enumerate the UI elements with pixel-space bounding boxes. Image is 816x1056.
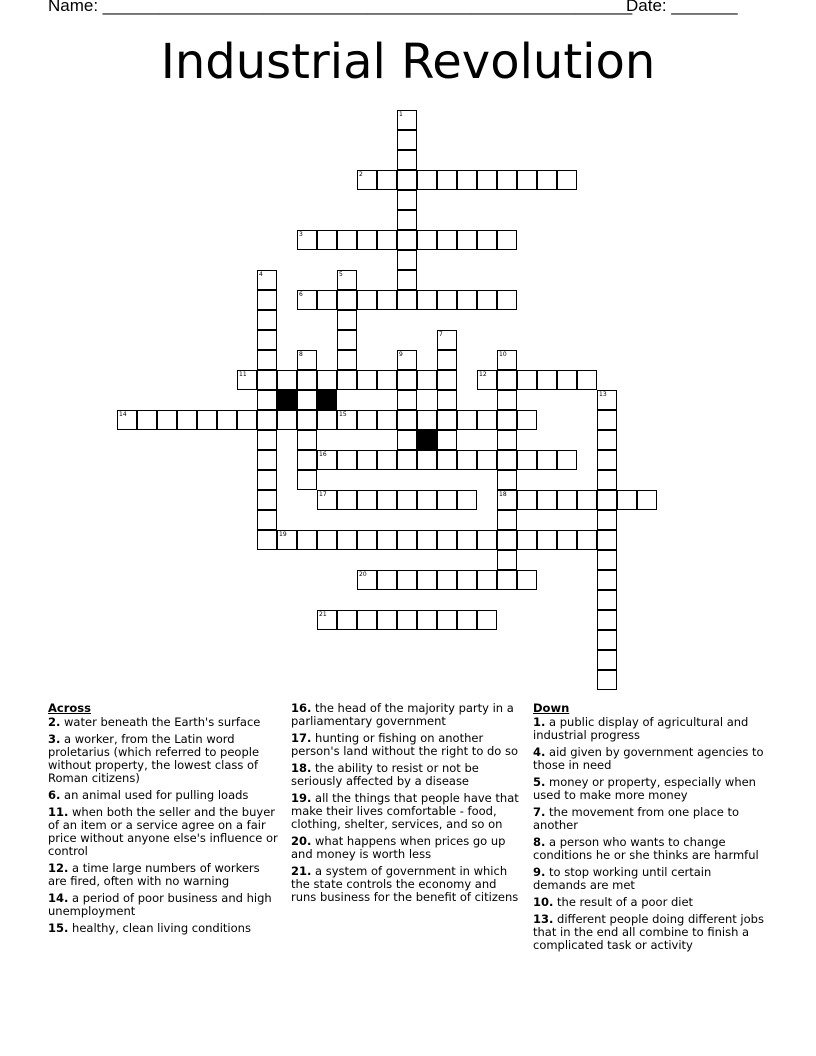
grid-cell[interactable]	[517, 490, 537, 510]
cell-number: 4	[259, 271, 263, 278]
cell-number: 20	[359, 571, 367, 578]
grid-cell[interactable]	[597, 610, 617, 630]
grid-cell[interactable]	[417, 290, 437, 310]
grid-cell[interactable]	[297, 470, 317, 490]
clue-item	[533, 746, 765, 772]
grid-cell[interactable]	[337, 350, 357, 370]
grid-cell[interactable]	[577, 490, 597, 510]
clue-text: what happens when prices go up and money is worth less	[291, 834, 506, 861]
grid-cell[interactable]	[597, 590, 617, 610]
grid-cell[interactable]	[257, 470, 277, 490]
grid-cell[interactable]	[377, 410, 397, 430]
grid-cell[interactable]	[297, 370, 317, 390]
grid-cell[interactable]	[117, 410, 137, 430]
grid-cell[interactable]	[577, 370, 597, 390]
grid-cell[interactable]	[437, 350, 457, 370]
grid-cell[interactable]	[397, 490, 417, 510]
across-clues-col2	[291, 702, 523, 908]
grid-cell[interactable]	[357, 450, 377, 470]
grid-cell[interactable]	[317, 450, 337, 470]
grid-cell[interactable]	[237, 370, 257, 390]
grid-cell[interactable]	[397, 230, 417, 250]
grid-cell[interactable]	[417, 570, 437, 590]
cell-number: 5	[339, 271, 343, 278]
grid-cell[interactable]	[277, 530, 297, 550]
cell-number: 15	[339, 411, 347, 418]
grid-cell[interactable]	[437, 570, 457, 590]
grid-cell[interactable]	[437, 330, 457, 350]
grid-cell[interactable]	[377, 530, 397, 550]
grid-cell[interactable]	[537, 170, 557, 190]
grid-cell[interactable]	[457, 490, 477, 510]
cell-number: 3	[299, 231, 303, 238]
clue-text: healthy, clean living conditions	[68, 921, 251, 935]
grid-cell[interactable]	[257, 530, 277, 550]
grid-cell[interactable]	[597, 570, 617, 590]
grid-cell[interactable]	[297, 290, 317, 310]
grid-cell[interactable]	[437, 530, 457, 550]
grid-cell[interactable]	[597, 470, 617, 490]
grid-cell[interactable]	[317, 490, 337, 510]
grid-cell[interactable]	[417, 490, 437, 510]
clue-item	[533, 806, 765, 832]
grid-cell[interactable]	[417, 410, 437, 430]
clue-number: 12.	[48, 861, 69, 875]
clue-item	[48, 789, 280, 802]
clue-number: 1.	[533, 715, 546, 729]
grid-cell[interactable]	[337, 230, 357, 250]
grid-cell[interactable]	[417, 610, 437, 630]
grid-cell[interactable]	[317, 610, 337, 630]
grid-cell[interactable]	[457, 570, 477, 590]
grid-cell[interactable]	[397, 190, 417, 210]
cell-number: 17	[319, 491, 327, 498]
grid-cell[interactable]	[517, 410, 537, 430]
grid-cell[interactable]	[317, 370, 337, 390]
grid-cell[interactable]	[477, 530, 497, 550]
clue-item	[48, 862, 280, 888]
grid-cell[interactable]	[517, 570, 537, 590]
grid-cell[interactable]	[297, 450, 317, 470]
clue-text: a person who wants to change conditions he or she thinks are harmful	[533, 835, 759, 862]
clue-text: the result of a poor diet	[553, 895, 694, 909]
grid-cell[interactable]	[277, 370, 297, 390]
grid-cell[interactable]	[417, 450, 437, 470]
clue-item	[48, 892, 280, 918]
grid-cell[interactable]	[317, 410, 337, 430]
clue-number: 19.	[291, 791, 312, 805]
clue-item	[291, 865, 523, 904]
grid-cell[interactable]	[317, 230, 337, 250]
black-cell	[417, 430, 437, 450]
grid-cell[interactable]	[397, 290, 417, 310]
grid-cell[interactable]	[377, 230, 397, 250]
grid-cell[interactable]	[357, 410, 377, 430]
grid-cell[interactable]	[557, 490, 577, 510]
grid-cell[interactable]	[297, 390, 317, 410]
grid-cell[interactable]	[337, 450, 357, 470]
grid-cell[interactable]	[597, 390, 617, 410]
clue-item	[533, 836, 765, 862]
grid-cell[interactable]	[257, 310, 277, 330]
grid-cell[interactable]	[297, 230, 317, 250]
grid-cell[interactable]	[437, 290, 457, 310]
grid-cell[interactable]	[437, 610, 457, 630]
clue-number: 5.	[533, 775, 546, 789]
grid-cell[interactable]	[297, 530, 317, 550]
clue-item	[533, 913, 765, 952]
grid-cell[interactable]	[597, 630, 617, 650]
puzzle-title: Industrial Revolution	[160, 34, 656, 90]
grid-cell[interactable]	[497, 390, 517, 410]
clue-item	[291, 762, 523, 788]
grid-cell[interactable]	[437, 430, 457, 450]
grid-cell[interactable]	[337, 330, 357, 350]
clue-item	[533, 776, 765, 802]
grid-cell[interactable]	[597, 550, 617, 570]
grid-cell[interactable]	[497, 530, 517, 550]
clue-item	[291, 792, 523, 831]
clue-number: 18.	[291, 761, 312, 775]
grid-cell[interactable]	[397, 430, 417, 450]
grid-cell[interactable]	[297, 430, 317, 450]
grid-cell[interactable]	[357, 370, 377, 390]
cell-number: 14	[119, 411, 127, 418]
grid-cell[interactable]	[517, 450, 537, 470]
grid-cell[interactable]	[377, 370, 397, 390]
grid-cell[interactable]	[497, 290, 517, 310]
grid-cell[interactable]	[477, 370, 497, 390]
grid-cell[interactable]	[357, 490, 377, 510]
grid-cell[interactable]	[457, 230, 477, 250]
cell-number: 12	[479, 371, 487, 378]
grid-cell[interactable]	[357, 230, 377, 250]
grid-cell[interactable]	[477, 170, 497, 190]
grid-cell[interactable]	[497, 550, 517, 570]
grid-cell[interactable]	[297, 410, 317, 430]
grid-cell[interactable]	[337, 490, 357, 510]
name-line: Name: ________________________________________________________	[48, 0, 633, 15]
grid-cell[interactable]	[437, 390, 457, 410]
grid-cell[interactable]	[517, 170, 537, 190]
grid-cell[interactable]	[537, 530, 557, 550]
grid-cell[interactable]	[257, 350, 277, 370]
clue-text: when both the seller and the buyer of an item or a service agree on a fair price without anyone else's influence or control	[48, 805, 278, 858]
cell-number: 8	[299, 351, 303, 358]
clue-text: to stop working until certain demands are met	[533, 865, 712, 892]
grid-cell[interactable]	[497, 370, 517, 390]
clue-number: 13.	[533, 912, 554, 926]
grid-cell[interactable]	[377, 490, 397, 510]
grid-cell[interactable]	[597, 530, 617, 550]
grid-cell[interactable]	[497, 510, 517, 530]
grid-cell[interactable]	[517, 370, 537, 390]
clue-text: the ability to resist or not be seriously affected by a disease	[291, 761, 479, 788]
grid-cell[interactable]	[417, 170, 437, 190]
grid-cell[interactable]	[317, 290, 337, 310]
clue-item	[291, 732, 523, 758]
grid-cell[interactable]	[597, 410, 617, 430]
grid-cell[interactable]	[477, 290, 497, 310]
grid-cell[interactable]	[417, 530, 437, 550]
grid-cell[interactable]	[557, 170, 577, 190]
clue-number: 2.	[48, 715, 61, 729]
clue-number: 15.	[48, 921, 69, 935]
clue-item	[533, 866, 765, 892]
clue-item	[48, 733, 280, 785]
grid-cell[interactable]	[417, 370, 437, 390]
clue-number: 8.	[533, 835, 546, 849]
grid-cell[interactable]	[437, 450, 457, 470]
grid-cell[interactable]	[617, 490, 637, 510]
grid-cell[interactable]	[457, 290, 477, 310]
across-heading: Across	[48, 701, 91, 715]
grid-cell[interactable]	[457, 170, 477, 190]
grid-cell[interactable]	[437, 170, 457, 190]
grid-cell[interactable]	[437, 490, 457, 510]
clue-text: a system of government in which the state controls the economy and runs business for the benefit of citizens	[291, 864, 519, 904]
clue-number: 3.	[48, 732, 61, 746]
grid-cell[interactable]	[397, 370, 417, 390]
cell-number: 18	[499, 491, 507, 498]
grid-cell[interactable]	[477, 230, 497, 250]
clue-text: hunting or fishing on another person's land without the right to do so	[291, 731, 519, 758]
clue-text: an animal used for pulling loads	[60, 788, 249, 802]
clue-number: 9.	[533, 865, 546, 879]
grid-cell[interactable]	[397, 410, 417, 430]
grid-cell[interactable]	[597, 450, 617, 470]
grid-cell[interactable]	[497, 570, 517, 590]
grid-cell[interactable]	[377, 290, 397, 310]
grid-cell[interactable]	[437, 230, 457, 250]
grid-cell[interactable]	[577, 530, 597, 550]
grid-cell[interactable]	[397, 250, 417, 270]
clue-text: different people doing different jobs that in the end all combine to finish a complicated task or activity	[533, 912, 764, 952]
clue-number: 7.	[533, 805, 546, 819]
grid-cell[interactable]	[177, 410, 197, 430]
grid-cell[interactable]	[397, 110, 417, 130]
grid-cell[interactable]	[477, 450, 497, 470]
cell-number: 19	[279, 531, 287, 538]
grid-cell[interactable]	[497, 230, 517, 250]
grid-cell[interactable]	[437, 370, 457, 390]
grid-cell[interactable]	[257, 410, 277, 430]
grid-cell[interactable]	[377, 570, 397, 590]
grid-cell[interactable]	[597, 670, 617, 690]
grid-cell[interactable]	[397, 170, 417, 190]
grid-cell[interactable]	[497, 170, 517, 190]
clue-number: 16.	[291, 701, 312, 715]
grid-cell[interactable]	[337, 290, 357, 310]
clue-number: 4.	[533, 745, 546, 759]
cell-number: 21	[319, 611, 327, 618]
date-line: Date: _______	[626, 0, 738, 15]
clue-text: the head of the majority party in a parliamentary government	[291, 701, 514, 728]
grid-cell[interactable]	[397, 210, 417, 230]
clue-number: 14.	[48, 891, 69, 905]
clue-text: water beneath the Earth's surface	[60, 715, 261, 729]
cell-number: 13	[599, 391, 607, 398]
cell-number: 11	[239, 371, 247, 378]
across-clues-col1	[48, 702, 280, 939]
grid-cell[interactable]	[357, 290, 377, 310]
grid-cell[interactable]	[397, 390, 417, 410]
grid-cell[interactable]	[537, 450, 557, 470]
grid-cell[interactable]	[237, 410, 257, 430]
grid-cell[interactable]	[397, 450, 417, 470]
clue-text: a period of poor business and high unemployment	[48, 891, 272, 918]
grid-cell[interactable]	[397, 270, 417, 290]
grid-cell[interactable]	[257, 510, 277, 530]
grid-cell[interactable]	[417, 230, 437, 250]
grid-cell[interactable]	[497, 350, 517, 370]
grid-cell[interactable]	[397, 530, 417, 550]
grid-cell[interactable]	[337, 410, 357, 430]
clue-item	[48, 716, 280, 729]
grid-cell[interactable]	[257, 270, 277, 290]
clue-number: 17.	[291, 731, 312, 745]
clue-number: 11.	[48, 805, 69, 819]
grid-cell[interactable]	[137, 410, 157, 430]
grid-cell[interactable]	[257, 450, 277, 470]
grid-cell[interactable]	[497, 410, 517, 430]
down-clues	[533, 702, 765, 956]
grid-cell[interactable]	[397, 130, 417, 150]
grid-cell[interactable]	[337, 370, 357, 390]
grid-cell[interactable]	[497, 430, 517, 450]
grid-cell[interactable]	[497, 450, 517, 470]
grid-cell[interactable]	[457, 610, 477, 630]
clue-text: money or property, especially when used to make more money	[533, 775, 756, 802]
clue-text: a public display of agricultural and industrial progress	[533, 715, 749, 742]
grid-cell[interactable]	[597, 650, 617, 670]
grid-cell[interactable]	[257, 290, 277, 310]
grid-cell[interactable]	[257, 370, 277, 390]
grid-cell[interactable]	[477, 570, 497, 590]
grid-cell[interactable]	[457, 410, 477, 430]
grid-cell[interactable]	[537, 490, 557, 510]
grid-cell[interactable]	[337, 610, 357, 630]
grid-cell[interactable]	[337, 270, 357, 290]
grid-cell[interactable]	[197, 410, 217, 430]
grid-cell[interactable]	[257, 390, 277, 410]
clue-number: 10.	[533, 895, 554, 909]
grid-cell[interactable]	[457, 530, 477, 550]
clue-text: the movement from one place to another	[533, 805, 740, 832]
clue-item	[48, 806, 280, 858]
grid-cell[interactable]	[397, 570, 417, 590]
clue-number: 6.	[48, 788, 61, 802]
grid-cell[interactable]	[357, 530, 377, 550]
grid-cell[interactable]	[497, 470, 517, 490]
black-cell	[277, 390, 297, 410]
grid-cell[interactable]	[557, 370, 577, 390]
grid-cell[interactable]	[437, 410, 457, 430]
grid-cell[interactable]	[557, 450, 577, 470]
black-cell	[317, 390, 337, 410]
grid-cell[interactable]	[497, 490, 517, 510]
clue-item	[533, 896, 765, 909]
cell-number: 7	[439, 331, 443, 338]
grid-cell[interactable]	[597, 430, 617, 450]
clue-number: 21.	[291, 864, 312, 878]
cell-number: 1	[399, 111, 403, 118]
grid-cell[interactable]	[637, 490, 657, 510]
cell-number: 2	[359, 171, 363, 178]
grid-cell[interactable]	[157, 410, 177, 430]
clue-text: aid given by government agencies to those in need	[533, 745, 764, 772]
clue-item	[291, 702, 523, 728]
grid-cell[interactable]	[457, 450, 477, 470]
clue-number: 20.	[291, 834, 312, 848]
cell-number: 16	[319, 451, 327, 458]
grid-cell[interactable]	[297, 350, 317, 370]
grid-cell[interactable]	[257, 490, 277, 510]
grid-cell[interactable]	[357, 570, 377, 590]
grid-cell[interactable]	[537, 370, 557, 390]
clue-item	[48, 922, 280, 935]
cell-number: 10	[499, 351, 507, 358]
cell-number: 9	[399, 351, 403, 358]
grid-cell[interactable]	[597, 490, 617, 510]
grid-cell[interactable]	[377, 170, 397, 190]
grid-cell[interactable]	[357, 170, 377, 190]
grid-cell[interactable]	[217, 410, 237, 430]
grid-cell[interactable]	[257, 430, 277, 450]
clue-text: all the things that people have that make their lives comfortable - food, clothing, shelter, services, and so on	[291, 791, 519, 831]
grid-cell[interactable]	[597, 510, 617, 530]
clue-text: a time large numbers of workers are fired, often with no warning	[48, 861, 260, 888]
grid-cell[interactable]	[317, 530, 337, 550]
grid-cell[interactable]	[377, 610, 397, 630]
grid-cell[interactable]	[517, 530, 537, 550]
grid-cell[interactable]	[397, 150, 417, 170]
grid-cell[interactable]	[557, 530, 577, 550]
grid-cell[interactable]	[477, 410, 497, 430]
grid-cell[interactable]	[397, 350, 417, 370]
grid-cell[interactable]	[277, 410, 297, 430]
grid-cell[interactable]	[337, 310, 357, 330]
down-heading: Down	[533, 701, 570, 715]
grid-cell[interactable]	[257, 330, 277, 350]
cell-number: 6	[299, 291, 303, 298]
grid-cell[interactable]	[337, 530, 357, 550]
clue-item	[533, 716, 765, 742]
clue-item	[291, 835, 523, 861]
grid-cell[interactable]	[397, 610, 417, 630]
grid-cell[interactable]	[477, 610, 497, 630]
grid-cell[interactable]	[357, 610, 377, 630]
grid-cell[interactable]	[377, 450, 397, 470]
clue-text: a worker, from the Latin word proletarius (which referred to people without property, the lowest class of Roman citizens)	[48, 732, 260, 785]
